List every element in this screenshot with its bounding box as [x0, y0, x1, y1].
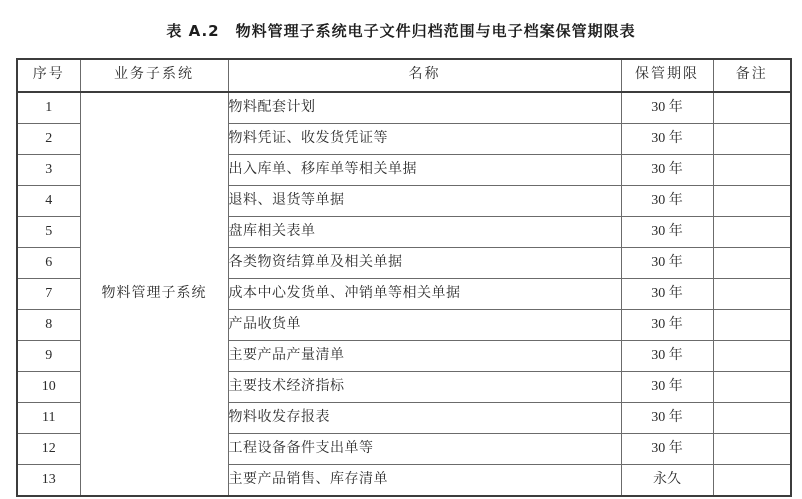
- table-caption: 表 A.2 物料管理子系统电子文件归档范围与电子档案保管期限表: [166, 22, 636, 40]
- cell-subsystem: 物料管理子系统: [80, 92, 228, 496]
- cell-period: 30 年: [621, 403, 713, 434]
- col-header-subsystem: 业务子系统: [80, 59, 228, 92]
- table-header: [17, 59, 791, 92]
- col-header-period: 保管期限: [621, 59, 713, 92]
- cell-name: 工程设备备件支出单等: [228, 434, 621, 465]
- cell-note: [713, 310, 791, 341]
- cell-serial: 5: [17, 217, 80, 248]
- cell-name: 物料配套计划: [228, 92, 621, 124]
- cell-note: [713, 465, 791, 497]
- table-body: [17, 92, 791, 496]
- cell-serial: 2: [17, 124, 80, 155]
- cell-period: 30 年: [621, 341, 713, 372]
- cell-serial: 9: [17, 341, 80, 372]
- cell-note: [713, 92, 791, 124]
- cell-serial: 7: [17, 279, 80, 310]
- cell-name: 各类物资结算单及相关单据: [228, 248, 621, 279]
- cell-period: 30 年: [621, 124, 713, 155]
- cell-name: 出入库单、移库单等相关单据: [228, 155, 621, 186]
- cell-note: [713, 124, 791, 155]
- table-row: [17, 92, 791, 124]
- cell-note: [713, 279, 791, 310]
- cell-period: 永久: [621, 465, 713, 497]
- cell-name: 盘库相关表单: [228, 217, 621, 248]
- cell-note: [713, 248, 791, 279]
- cell-serial: 12: [17, 434, 80, 465]
- cell-note: [713, 155, 791, 186]
- cell-period: 30 年: [621, 217, 713, 248]
- col-header-name: 名称: [228, 59, 621, 92]
- cell-note: [713, 372, 791, 403]
- cell-serial: 10: [17, 372, 80, 403]
- cell-period: 30 年: [621, 92, 713, 124]
- cell-name: 主要技术经济指标: [228, 372, 621, 403]
- cell-name: 产品收货单: [228, 310, 621, 341]
- cell-period: 30 年: [621, 372, 713, 403]
- cell-period: 30 年: [621, 434, 713, 465]
- cell-note: [713, 186, 791, 217]
- cell-serial: 13: [17, 465, 80, 497]
- cell-serial: 8: [17, 310, 80, 341]
- col-header-serial: 序号: [17, 59, 80, 92]
- cell-period: 30 年: [621, 279, 713, 310]
- cell-note: [713, 434, 791, 465]
- cell-note: [713, 403, 791, 434]
- cell-period: 30 年: [621, 155, 713, 186]
- cell-note: [713, 217, 791, 248]
- cell-serial: 4: [17, 186, 80, 217]
- cell-name: 成本中心发货单、冲销单等相关单据: [228, 279, 621, 310]
- cell-name: 退料、退货等单据: [228, 186, 621, 217]
- cell-name: 物料收发存报表: [228, 403, 621, 434]
- cell-name: 主要产品销售、库存清单: [228, 465, 621, 497]
- cell-period: 30 年: [621, 310, 713, 341]
- cell-name: 物料凭证、收发货凭证等: [228, 124, 621, 155]
- col-header-note: 备注: [713, 59, 791, 92]
- cell-serial: 11: [17, 403, 80, 434]
- cell-note: [713, 341, 791, 372]
- cell-period: 30 年: [621, 248, 713, 279]
- cell-name: 主要产品产量清单: [228, 341, 621, 372]
- cell-serial: 1: [17, 92, 80, 124]
- header-row: [17, 59, 791, 92]
- archive-table: [16, 58, 792, 497]
- cell-serial: 3: [17, 155, 80, 186]
- cell-period: 30 年: [621, 186, 713, 217]
- cell-serial: 6: [17, 248, 80, 279]
